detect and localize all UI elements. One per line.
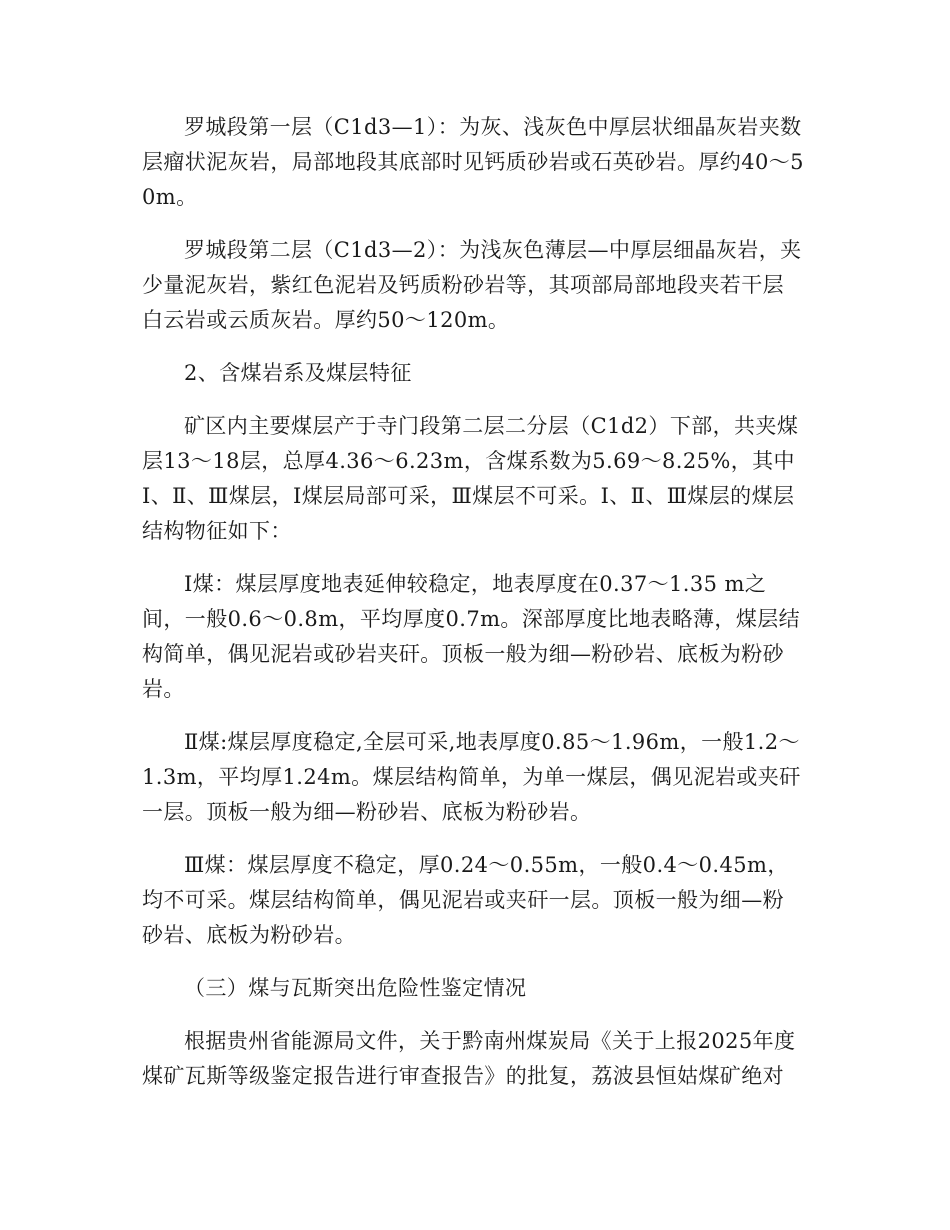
paragraph-coal-seams-overview: 矿区内主要煤层产于寺门段第二层二分层（C1d2）下部，共夹煤层13～18层，总厚4.36～6.23m，含煤系数为5.69～8.25%，其中Ⅰ、Ⅱ、Ⅲ煤层，Ⅰ煤层局部可采，Ⅲ煤层不可采。Ⅰ、Ⅱ、Ⅲ煤层的煤层结构物征如下： [142, 414, 799, 543]
paragraph-luocheng-layer-1: 罗城段第一层（C1d3—1）：为灰、浅灰色中厚层状细晶灰岩夹数层瘤状泥灰岩，局部地段其底部时见钙质砂岩或石英砂岩。厚约40～50m。 [142, 115, 804, 209]
section-heading-coal-measures: 2、含煤岩系及煤层特征 [184, 361, 412, 385]
paragraph-coal-seam-1: Ⅰ煤：煤层厚度地表延伸较稳定，地表厚度在0.37～1.35 m之间，一般0.6～0.8m，平均厚度0.7m。深部厚度比地表略薄，煤层结构简单，偶见泥岩或砂岩夹矸。顶板一般为细—粉砂岩、底板为粉砂岩。 [142, 572, 801, 701]
paragraph-coal-seam-2: Ⅱ煤:煤层厚度稳定,全层可采,地表厚度0.85～1.96m，一般1.2～1.3m，平均厚1.24m。煤层结构简单，为单一煤层，偶见泥岩或夹矸一层。顶板一般为细—粉砂岩、底板为粉砂岩。 [142, 730, 801, 824]
paragraph-luocheng-layer-2: 罗城段第二层（C1d3—2）：为浅灰色薄层—中厚层细晶灰岩，夹少量泥灰岩，紫红色泥岩及钙质粉砂岩等，其项部局部地段夹若干层白云岩或云质灰岩。厚约50～120m。 [142, 238, 802, 332]
document-body [142, 110, 804, 1112]
section-heading-gas-outburst: （三）煤与瓦斯突出危险性鉴定情况 [184, 976, 527, 1000]
paragraph-gas-identification: 根据贵州省能源局文件，关于黔南州煤炭局《关于上报2025年度煤矿瓦斯等级鉴定报告进行审查报告》的批复，荔波县恒姑煤矿绝对 [142, 1029, 796, 1088]
paragraph-coal-seam-3: Ⅲ煤：煤层厚度不稳定，厚0.24～0.55m，一般0.4～0.45m，均不可采。煤层结构简单，偶见泥岩或夹矸一层。顶板一般为细—粉砂岩、底板为粉砂岩。 [142, 853, 789, 947]
